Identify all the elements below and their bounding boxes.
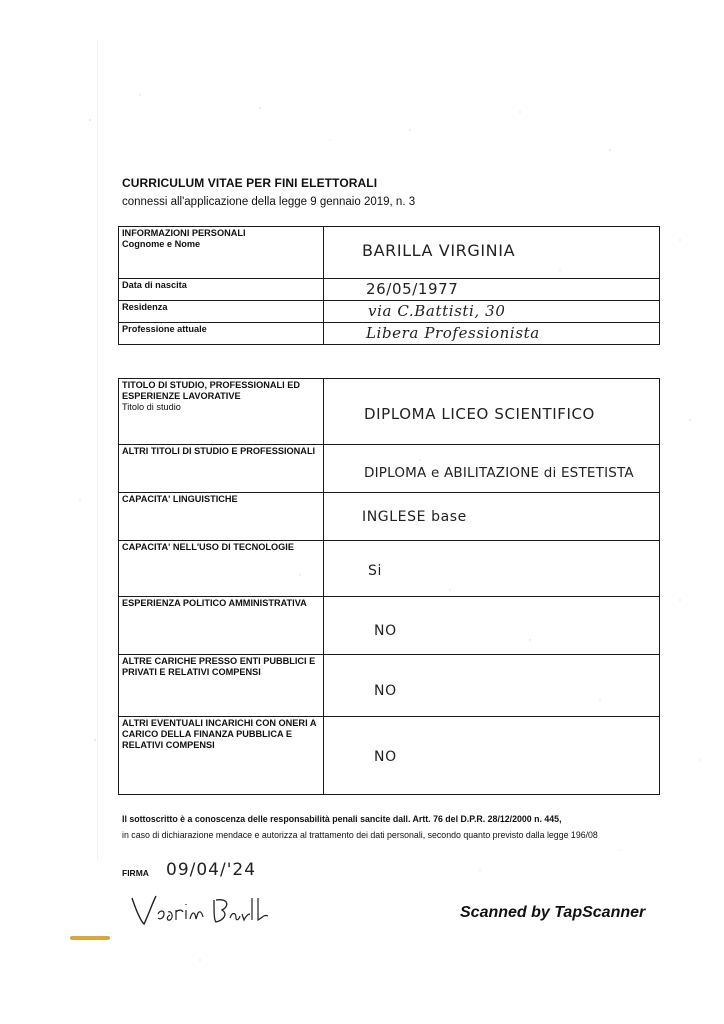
- political-label: ESPERIENZA POLITICO AMMINISTRATIVA: [122, 598, 307, 608]
- public-roles-value-cell: [324, 655, 660, 717]
- other-roles-value-cell: [324, 717, 660, 795]
- public-roles-value: NO: [374, 683, 397, 699]
- scan-edge-shadow: [97, 40, 98, 860]
- name-value-cell: [324, 227, 660, 279]
- tech-value-cell: [324, 541, 660, 597]
- birth-value-cell: [324, 279, 660, 301]
- political-value: NO: [374, 623, 397, 639]
- name-label: Cognome e Nome: [122, 239, 201, 249]
- tech-label: CAPACITA' NELL'USO DI TECNOLOGIE: [122, 542, 294, 552]
- residence-label: Residenza: [122, 302, 168, 312]
- birth-value: 26/05/1977: [366, 280, 459, 298]
- public-roles-label-cell: [119, 655, 324, 717]
- section-heading-study: TITOLO DI STUDIO, PROFESSIONALI ED ESPERIENZE LAVORATIVE: [122, 380, 300, 401]
- other-roles-label-cell: [119, 717, 324, 795]
- tech-value: Si: [368, 563, 382, 579]
- name-value: BARILLA VIRGINIA: [362, 241, 516, 260]
- profession-label-cell: [119, 323, 324, 345]
- profession-value-cell: [324, 323, 660, 345]
- public-roles-label: ALTRE CARICHE PRESSO ENTI PUBBLICI E PRIVATI E RELATIVI COMPENSI: [122, 656, 316, 677]
- study-label-cell: [119, 379, 324, 445]
- political-label-cell: [119, 597, 324, 655]
- birth-label-cell: [119, 279, 324, 301]
- tech-label-cell: [119, 541, 324, 597]
- firma-date: 09/04/'24: [166, 860, 257, 880]
- scanner-watermark: Scanned by TapScanner: [460, 904, 646, 921]
- document-subtitle: connessi all'applicazione della legge 9 gennaio 2019, n. 3: [122, 196, 416, 208]
- other-titles-value-cell: [324, 445, 660, 493]
- study-value: DIPLOMA LICEO SCIENTIFICO: [364, 405, 595, 423]
- document-title: CURRICULUM VITAE PER FINI ELETTORALI: [122, 176, 378, 190]
- residence-label-cell: [119, 301, 324, 323]
- languages-label-cell: [119, 493, 324, 541]
- languages-label: CAPACITA' LINGUISTICHE: [122, 494, 238, 504]
- declaration-line-1: Il sottoscritto è a conoscenza delle responsabilità penali sancite dall. Artt. 76 del D.P.R. 28/12/2000 n. 445,: [122, 814, 562, 824]
- other-titles-label: ALTRI TITOLI DI STUDIO E PROFESSIONALI: [122, 446, 316, 456]
- declaration-line-2: in caso di dichiarazione mendace e autorizza al trattamento dei dati personali, secondo quanto previsto dalla legge 196/08: [122, 830, 598, 840]
- other-roles-label: ALTRI EVENTUALI INCARICHI CON ONERI A CARICO DELLA FINANZA PUBBLICA E RELATIVI COMPENSI: [122, 718, 317, 750]
- profession-label: Professione attuale: [122, 324, 207, 334]
- section-heading-personal: INFORMAZIONI PERSONALI: [122, 228, 246, 238]
- study-value-cell: [324, 379, 660, 445]
- residence-value: via C.Battisti, 30: [368, 302, 506, 320]
- profession-value: Libera Professionista: [366, 324, 540, 342]
- languages-value: INGLESE base: [362, 509, 467, 525]
- study-label: Titolo di studio: [122, 402, 181, 412]
- personal-info-table: [118, 226, 660, 345]
- firma-label: FIRMA: [122, 868, 149, 878]
- yellow-scan-mark: [70, 936, 110, 940]
- handwritten-signature: [128, 890, 278, 930]
- other-titles-label-cell: [119, 445, 324, 493]
- personal-info-label-cell: [119, 227, 324, 279]
- birth-label: Data di nascita: [122, 280, 187, 290]
- career-table: [118, 378, 660, 795]
- political-value-cell: [324, 597, 660, 655]
- languages-value-cell: [324, 493, 660, 541]
- other-roles-value: NO: [374, 749, 397, 765]
- residence-value-cell: [324, 301, 660, 323]
- other-titles-value: DIPLOMA e ABILITAZIONE di ESTETISTA: [364, 465, 634, 481]
